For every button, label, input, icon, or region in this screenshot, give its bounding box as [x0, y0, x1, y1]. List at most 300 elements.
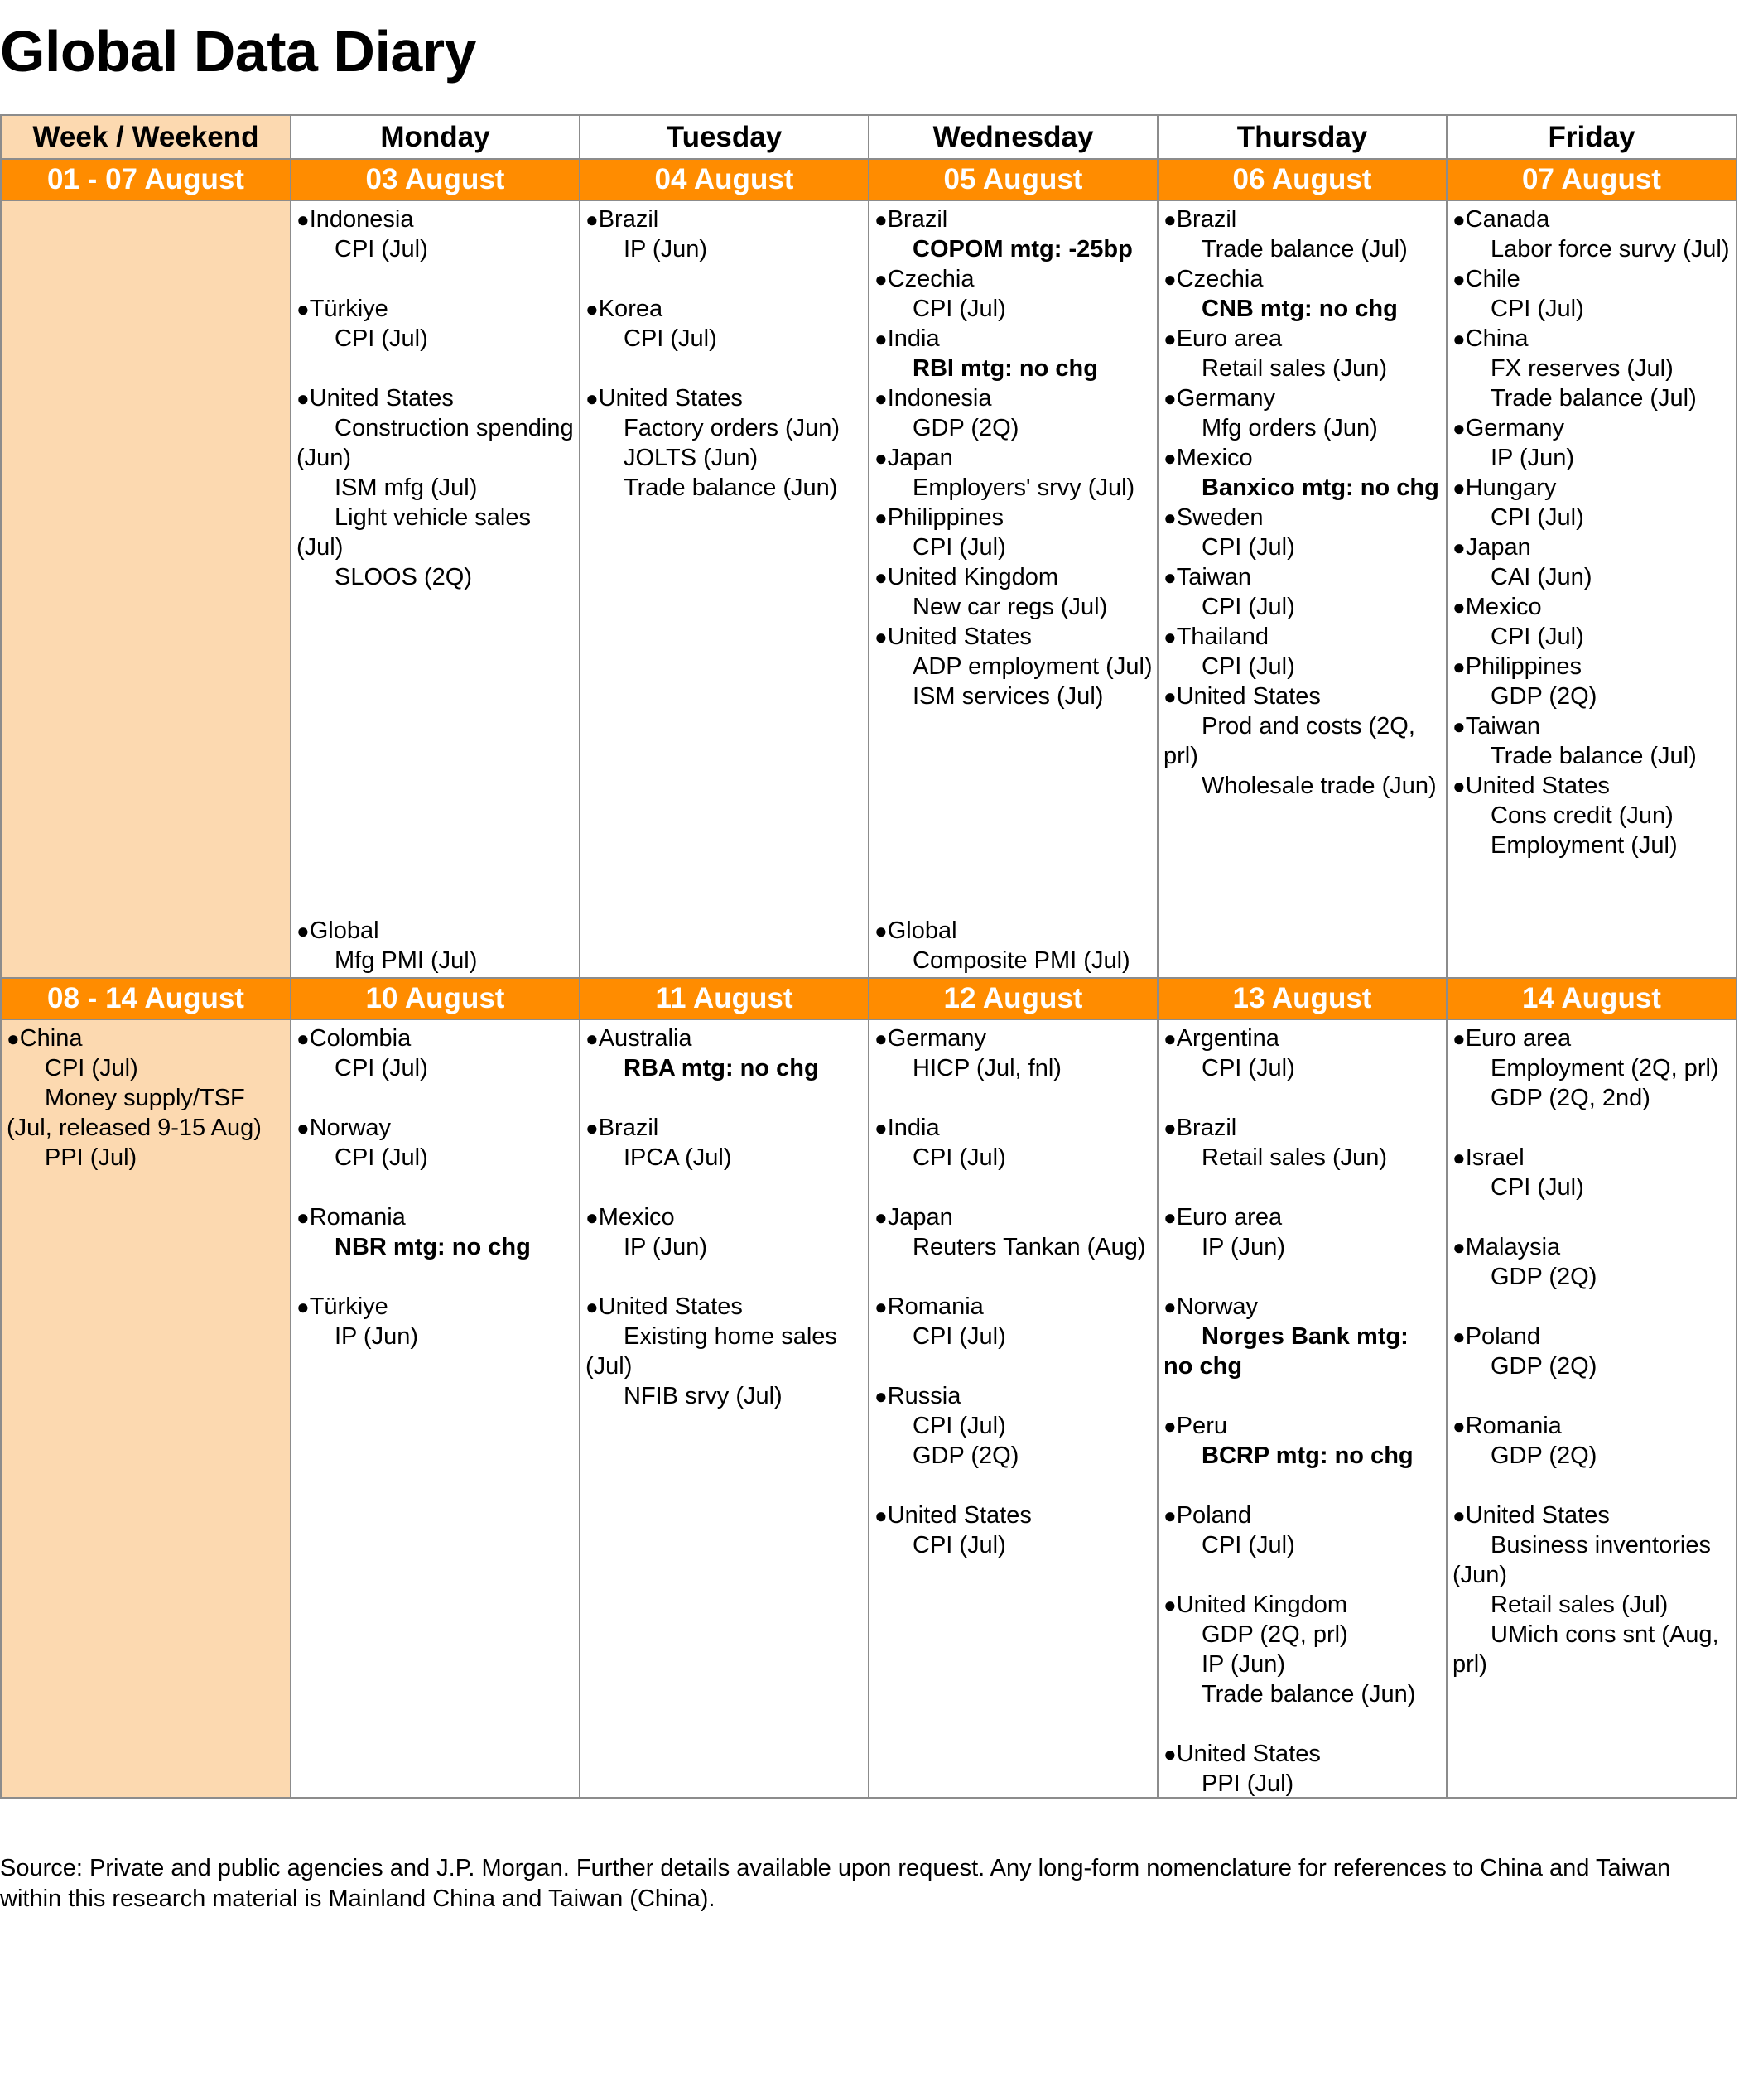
- column-header-week: Week / Weekend: [1, 115, 291, 159]
- event-list: [296, 916, 477, 975]
- country-label: Taiwan: [1465, 713, 1540, 739]
- bullet-icon: ●: [874, 1205, 888, 1230]
- data-release: CPI (Jul): [1202, 1532, 1295, 1558]
- country-name: [1452, 324, 1732, 354]
- country-event: [874, 324, 1154, 383]
- data-release: GDP (2Q, 2nd): [1491, 1085, 1650, 1111]
- data-release: Trade balance (Jun): [624, 474, 838, 501]
- data-release: ISM mfg (Jul): [335, 474, 478, 501]
- country-event: [1452, 205, 1732, 264]
- bullet-icon: ●: [874, 505, 888, 530]
- country-label: Türkiye: [309, 296, 388, 322]
- country-name: [1452, 413, 1732, 443]
- data-release: Mfg PMI (Jul): [335, 947, 478, 974]
- country-event: [585, 1113, 865, 1173]
- data-release: CPI (Jul): [1202, 594, 1295, 620]
- country-name: [1163, 622, 1443, 652]
- bullet-icon: ●: [1163, 1205, 1177, 1230]
- country-name: [874, 1292, 1154, 1322]
- bullet-icon: ●: [1163, 505, 1177, 530]
- country-label: Australia: [598, 1025, 692, 1052]
- policy-decision: BCRP mtg: no chg: [1202, 1443, 1414, 1469]
- data-release: HICP (Jul, fnl): [913, 1055, 1062, 1081]
- weekend-cell: [1, 200, 291, 978]
- country-label: Czechia: [1176, 266, 1264, 292]
- country-label: Hungary: [1465, 474, 1557, 501]
- day-events: [1448, 1020, 1736, 1797]
- data-release: IP (Jun): [1202, 1234, 1286, 1260]
- country-label: Türkiye: [309, 1293, 388, 1320]
- data-release: Trade balance (Jul): [1202, 236, 1408, 262]
- day-cell: [1447, 200, 1737, 978]
- bullet-icon: ●: [1452, 595, 1466, 619]
- country-label: Romania: [309, 1204, 406, 1231]
- day-events: [1448, 201, 1736, 977]
- country-label: Israel: [1465, 1144, 1525, 1171]
- data-release: Composite PMI (Jul): [913, 947, 1130, 974]
- country-label: Czechia: [887, 266, 975, 292]
- country-event: [1163, 1500, 1443, 1560]
- day-events: [1159, 201, 1446, 977]
- bullet-icon: ●: [1163, 446, 1177, 470]
- country-name: [1163, 1500, 1443, 1530]
- country-event: [296, 1024, 576, 1083]
- policy-decision: COPOM mtg: -25bp: [913, 236, 1133, 262]
- country-name: [874, 264, 1154, 294]
- country-event: [874, 1024, 1154, 1083]
- bullet-icon: ●: [1163, 624, 1177, 649]
- data-release: IP (Jun): [624, 1234, 708, 1260]
- country-label: Indonesia: [309, 206, 414, 233]
- event-list: [2, 1020, 290, 1173]
- policy-decision: Norges Bank mtg: no chg: [1163, 1323, 1409, 1380]
- day-date: 04 August: [580, 159, 869, 200]
- country-name: [585, 205, 865, 234]
- weekend-cell: [1, 1019, 291, 1798]
- day-date: 13 August: [1158, 978, 1447, 1019]
- data-release: CPI (Jul): [335, 1144, 428, 1171]
- day-events: [870, 201, 1157, 977]
- bullet-icon: ●: [585, 1205, 599, 1230]
- country-label: Taiwan: [1176, 564, 1251, 590]
- country-event: [1452, 473, 1732, 532]
- week-date-row: [1, 159, 1737, 200]
- country-name: [585, 1202, 865, 1232]
- policy-decision: RBI mtg: no chg: [913, 355, 1098, 382]
- country-label: Romania: [1465, 1413, 1562, 1439]
- weekend-events: [2, 201, 290, 977]
- country-name: [1163, 1113, 1443, 1143]
- country-event: [296, 294, 576, 354]
- country-event: [1452, 592, 1732, 652]
- bullet-icon: ●: [296, 1115, 310, 1140]
- data-release: CPI (Jul): [624, 325, 717, 352]
- bullet-icon: ●: [1452, 326, 1466, 351]
- data-release: GDP (2Q): [1491, 1353, 1597, 1380]
- week-range: 08 - 14 August: [1, 978, 291, 1019]
- global-pmi-block: [296, 916, 477, 975]
- country-event: [1452, 1500, 1732, 1679]
- bullet-icon: ●: [1163, 1115, 1177, 1140]
- country-event: [874, 1113, 1154, 1173]
- country-name: [874, 1202, 1154, 1232]
- country-label: Euro area: [1176, 325, 1283, 352]
- bullet-icon: ●: [1163, 267, 1177, 291]
- country-event: [296, 1202, 576, 1262]
- country-label: China: [19, 1025, 83, 1052]
- bullet-icon: ●: [1163, 1026, 1177, 1051]
- country-name: [585, 294, 865, 324]
- country-label: Poland: [1176, 1502, 1252, 1529]
- data-release: CPI (Jul): [45, 1055, 138, 1081]
- data-release: GDP (2Q): [913, 1443, 1019, 1469]
- data-release: CPI (Jul): [1491, 504, 1584, 531]
- country-event: [585, 1024, 865, 1083]
- week-events-row: [1, 1019, 1737, 1798]
- day-date: 06 August: [1158, 159, 1447, 200]
- country-name: [1452, 652, 1732, 682]
- country-event: [1163, 383, 1443, 443]
- day-date: 10 August: [291, 978, 580, 1019]
- country-event: [296, 383, 576, 592]
- country-name: [296, 1202, 576, 1232]
- bullet-icon: ●: [1452, 267, 1466, 291]
- bullet-icon: ●: [1452, 207, 1466, 232]
- country-name: [1163, 1024, 1443, 1053]
- data-release: PPI (Jul): [45, 1144, 137, 1171]
- country-name: [1452, 1024, 1732, 1053]
- country-name: [874, 443, 1154, 473]
- day-cell: [869, 200, 1158, 978]
- bullet-icon: ●: [1163, 326, 1177, 351]
- country-name: [296, 383, 576, 413]
- country-name: [296, 916, 477, 946]
- country-name: [1163, 1411, 1443, 1441]
- country-event: [1452, 1143, 1732, 1202]
- data-release: CPI (Jul): [913, 296, 1006, 322]
- bullet-icon: ●: [296, 1294, 310, 1319]
- country-event: [296, 916, 477, 975]
- bullet-icon: ●: [874, 386, 888, 411]
- data-release: CAI (Jun): [1491, 564, 1592, 590]
- data-release: NFIB srvy (Jul): [624, 1383, 783, 1409]
- data-release: New car regs (Jul): [913, 594, 1108, 620]
- column-header-thursday: Thursday: [1158, 115, 1447, 159]
- week-range: 01 - 07 August: [1, 159, 291, 200]
- day-date: 12 August: [869, 978, 1158, 1019]
- country-label: United States: [1176, 1741, 1321, 1767]
- country-name: [1163, 1590, 1443, 1620]
- data-release: CPI (Jul): [1202, 1055, 1295, 1081]
- data-release: PPI (Jul): [1202, 1770, 1294, 1797]
- bullet-icon: ●: [1163, 565, 1177, 590]
- bullet-icon: ●: [585, 207, 599, 232]
- country-event: [1452, 264, 1732, 324]
- day-cell: [291, 1019, 580, 1798]
- country-label: Brazil: [598, 1115, 659, 1141]
- country-event: [585, 205, 865, 264]
- country-name: [585, 383, 865, 413]
- data-release: Prod and costs (2Q, prl): [1163, 713, 1415, 769]
- event-list: [1159, 1020, 1446, 1799]
- country-label: United States: [1176, 683, 1321, 710]
- country-event: [874, 443, 1154, 503]
- data-release: Money supply/TSF (Jul, released 9-15 Aug): [7, 1085, 262, 1141]
- day-date: 07 August: [1447, 159, 1737, 200]
- page-title: Global Data Diary: [0, 19, 477, 84]
- country-event: [1452, 324, 1732, 413]
- country-label: China: [1465, 325, 1529, 352]
- day-cell: [1447, 1019, 1737, 1798]
- event-list: [874, 916, 1130, 975]
- country-name: [296, 1292, 576, 1322]
- event-list: [1448, 1020, 1736, 1679]
- country-name: [874, 916, 1130, 946]
- country-event: [1452, 652, 1732, 711]
- country-name: [1452, 205, 1732, 234]
- event-list: [580, 201, 868, 503]
- country-name: [296, 294, 576, 324]
- data-release: Business inventories (Jun): [1452, 1532, 1711, 1588]
- data-release: Retail sales (Jul): [1491, 1592, 1669, 1618]
- country-label: Germany: [887, 1025, 986, 1052]
- data-release: CPI (Jul): [335, 1055, 428, 1081]
- country-event: [1163, 682, 1443, 801]
- policy-decision: Banxico mtg: no chg: [1202, 474, 1439, 501]
- bullet-icon: ●: [1163, 1294, 1177, 1319]
- source-note: Source: Private and public agencies and J.P. Morgan. Further details available upon request. Any long-form nomenclature for references to China and Taiwan within this research material is Mainland China and Taiwan (China).: [0, 1855, 1671, 1912]
- country-event: [874, 1292, 1154, 1351]
- country-label: Mexico: [598, 1204, 675, 1231]
- country-name: [1452, 592, 1732, 622]
- country-label: Global: [887, 918, 957, 944]
- data-release: Trade balance (Jul): [1491, 385, 1697, 412]
- day-date: 11 August: [580, 978, 869, 1019]
- bullet-icon: ●: [874, 267, 888, 291]
- country-name: [1452, 1143, 1732, 1173]
- country-name: [1452, 771, 1732, 801]
- event-list: [580, 1020, 868, 1411]
- country-name: [1163, 1202, 1443, 1232]
- country-label: United States: [598, 1293, 743, 1320]
- data-release: IP (Jun): [1491, 445, 1575, 471]
- country-label: Mexico: [1465, 594, 1542, 620]
- country-event: [874, 205, 1154, 264]
- country-name: [585, 1113, 865, 1143]
- country-label: Brazil: [1176, 206, 1237, 233]
- day-cell: [1158, 1019, 1447, 1798]
- bullet-icon: ●: [874, 1294, 888, 1319]
- country-label: Mexico: [1176, 445, 1253, 471]
- country-label: Germany: [1176, 385, 1275, 412]
- country-label: Germany: [1465, 415, 1564, 441]
- bullet-icon: ●: [296, 207, 310, 232]
- data-release: Retail sales (Jun): [1202, 1144, 1388, 1171]
- bullet-icon: ●: [874, 918, 888, 943]
- column-header-friday: Friday: [1447, 115, 1737, 159]
- country-label: United States: [887, 1502, 1032, 1529]
- data-release: FX reserves (Jul): [1491, 355, 1674, 382]
- bullet-icon: ●: [1163, 684, 1177, 709]
- country-label: Korea: [598, 296, 663, 322]
- data-release: CPI (Jul): [913, 534, 1006, 561]
- data-release: CPI (Jul): [913, 1144, 1006, 1171]
- bullet-icon: ●: [296, 1205, 310, 1230]
- data-release: CPI (Jul): [913, 1532, 1006, 1558]
- bullet-icon: ●: [585, 386, 599, 411]
- country-event: [1452, 711, 1732, 771]
- country-event: [874, 916, 1130, 975]
- day-events: [870, 1020, 1157, 1797]
- bullet-icon: ●: [1163, 386, 1177, 411]
- bullet-icon: ●: [874, 207, 888, 232]
- country-name: [1452, 1411, 1732, 1441]
- bullet-icon: ●: [296, 296, 310, 321]
- country-event: [1452, 1024, 1732, 1113]
- data-release: GDP (2Q): [1491, 1443, 1597, 1469]
- bullet-icon: ●: [1452, 773, 1466, 798]
- data-release: IPCA (Jul): [624, 1144, 732, 1171]
- country-event: [874, 1500, 1154, 1560]
- country-event: [1163, 1113, 1443, 1173]
- country-label: Global: [309, 918, 379, 944]
- country-label: Argentina: [1176, 1025, 1279, 1052]
- country-name: [296, 1113, 576, 1143]
- data-release: Trade balance (Jun): [1202, 1681, 1416, 1707]
- data-release: CPI (Jul): [1491, 624, 1584, 650]
- country-label: Poland: [1465, 1323, 1541, 1350]
- country-event: [1163, 264, 1443, 324]
- data-release: CPI (Jul): [1202, 653, 1295, 680]
- header-row: [1, 115, 1737, 159]
- country-label: Malaysia: [1465, 1234, 1561, 1260]
- column-header-tuesday: Tuesday: [580, 115, 869, 159]
- country-name: [874, 324, 1154, 354]
- data-release: Cons credit (Jun): [1491, 802, 1674, 829]
- data-release: Labor force survy (Jul): [1491, 236, 1730, 262]
- country-name: [874, 622, 1154, 652]
- day-cell: [580, 200, 869, 978]
- bullet-icon: ●: [1452, 1324, 1466, 1349]
- data-release: Employment (2Q, prl): [1491, 1055, 1719, 1081]
- country-event: [1163, 1411, 1443, 1471]
- day-date: 05 August: [869, 159, 1158, 200]
- data-diary-table: [0, 114, 1737, 1799]
- country-label: Japan: [1465, 534, 1531, 561]
- country-event: [874, 622, 1154, 711]
- data-release: GDP (2Q): [1491, 683, 1597, 710]
- day-events: [291, 201, 579, 977]
- data-release: CPI (Jul): [1491, 296, 1584, 322]
- bullet-icon: ●: [585, 1115, 599, 1140]
- data-release: Retail sales (Jun): [1202, 355, 1388, 382]
- day-cell: [869, 1019, 1158, 1798]
- data-release: CPI (Jul): [335, 325, 428, 352]
- country-name: [1452, 264, 1732, 294]
- country-name: [1452, 473, 1732, 503]
- country-name: [1452, 532, 1732, 562]
- country-label: Canada: [1465, 206, 1550, 233]
- day-date: 03 August: [291, 159, 580, 200]
- country-event: [1452, 413, 1732, 473]
- bullet-icon: ●: [1452, 714, 1466, 739]
- country-label: Norway: [309, 1115, 392, 1141]
- country-label: Peru: [1176, 1413, 1227, 1439]
- country-event: [874, 1381, 1154, 1471]
- data-release: CPI (Jul): [913, 1413, 1006, 1439]
- bullet-icon: ●: [874, 1115, 888, 1140]
- policy-decision: NBR mtg: no chg: [335, 1234, 531, 1260]
- bullet-icon: ●: [296, 386, 310, 411]
- data-release: CPI (Jul): [335, 236, 428, 262]
- country-label: India: [887, 325, 940, 352]
- data-release: Trade balance (Jul): [1491, 743, 1697, 769]
- country-label: Sweden: [1176, 504, 1264, 531]
- data-release: Existing home sales (Jul): [585, 1323, 837, 1380]
- weekend-events: [2, 1020, 290, 1797]
- policy-decision: CNB mtg: no chg: [1202, 296, 1398, 322]
- week-date-row: [1, 978, 1737, 1019]
- country-event: [585, 294, 865, 354]
- data-release: Construction spending (Jun): [296, 415, 574, 471]
- country-name: [874, 562, 1154, 592]
- day-events: [580, 1020, 868, 1797]
- country-event: [1452, 1232, 1732, 1292]
- country-label: United Kingdom: [887, 564, 1059, 590]
- bullet-icon: ●: [1452, 1414, 1466, 1438]
- bullet-icon: ●: [1452, 475, 1466, 500]
- country-name: [1452, 711, 1732, 741]
- country-name: [1163, 264, 1443, 294]
- event-list: [870, 201, 1157, 711]
- country-label: United Kingdom: [1176, 1592, 1348, 1618]
- country-event: [296, 1113, 576, 1173]
- data-release: CPI (Jul): [1491, 1174, 1584, 1201]
- day-cell: [1158, 200, 1447, 978]
- data-release: Wholesale trade (Jun): [1202, 773, 1437, 799]
- country-name: [7, 1024, 287, 1053]
- week-events-row: [1, 200, 1737, 978]
- country-name: [874, 503, 1154, 532]
- bullet-icon: ●: [874, 1026, 888, 1051]
- country-label: Chile: [1465, 266, 1520, 292]
- country-event: [1452, 1322, 1732, 1381]
- country-name: [296, 1024, 576, 1053]
- country-label: United States: [309, 385, 454, 412]
- country-name: [1163, 205, 1443, 234]
- country-event: [874, 562, 1154, 622]
- bullet-icon: ●: [1452, 654, 1466, 679]
- country-event: [585, 1202, 865, 1262]
- country-name: [1163, 1739, 1443, 1769]
- country-label: Philippines: [1465, 653, 1582, 680]
- data-release: Mfg orders (Jun): [1202, 415, 1378, 441]
- bullet-icon: ●: [585, 1026, 599, 1051]
- country-event: [1163, 443, 1443, 503]
- country-label: United States: [1465, 1502, 1610, 1529]
- country-name: [585, 1292, 865, 1322]
- country-event: [874, 383, 1154, 443]
- country-name: [874, 1024, 1154, 1053]
- country-event: [1163, 622, 1443, 682]
- country-name: [1163, 383, 1443, 413]
- bullet-icon: ●: [7, 1026, 20, 1051]
- bullet-icon: ●: [1452, 1145, 1466, 1170]
- day-events: [580, 201, 868, 977]
- bullet-icon: ●: [1452, 1503, 1466, 1528]
- country-event: [1163, 1202, 1443, 1262]
- country-name: [1452, 1322, 1732, 1351]
